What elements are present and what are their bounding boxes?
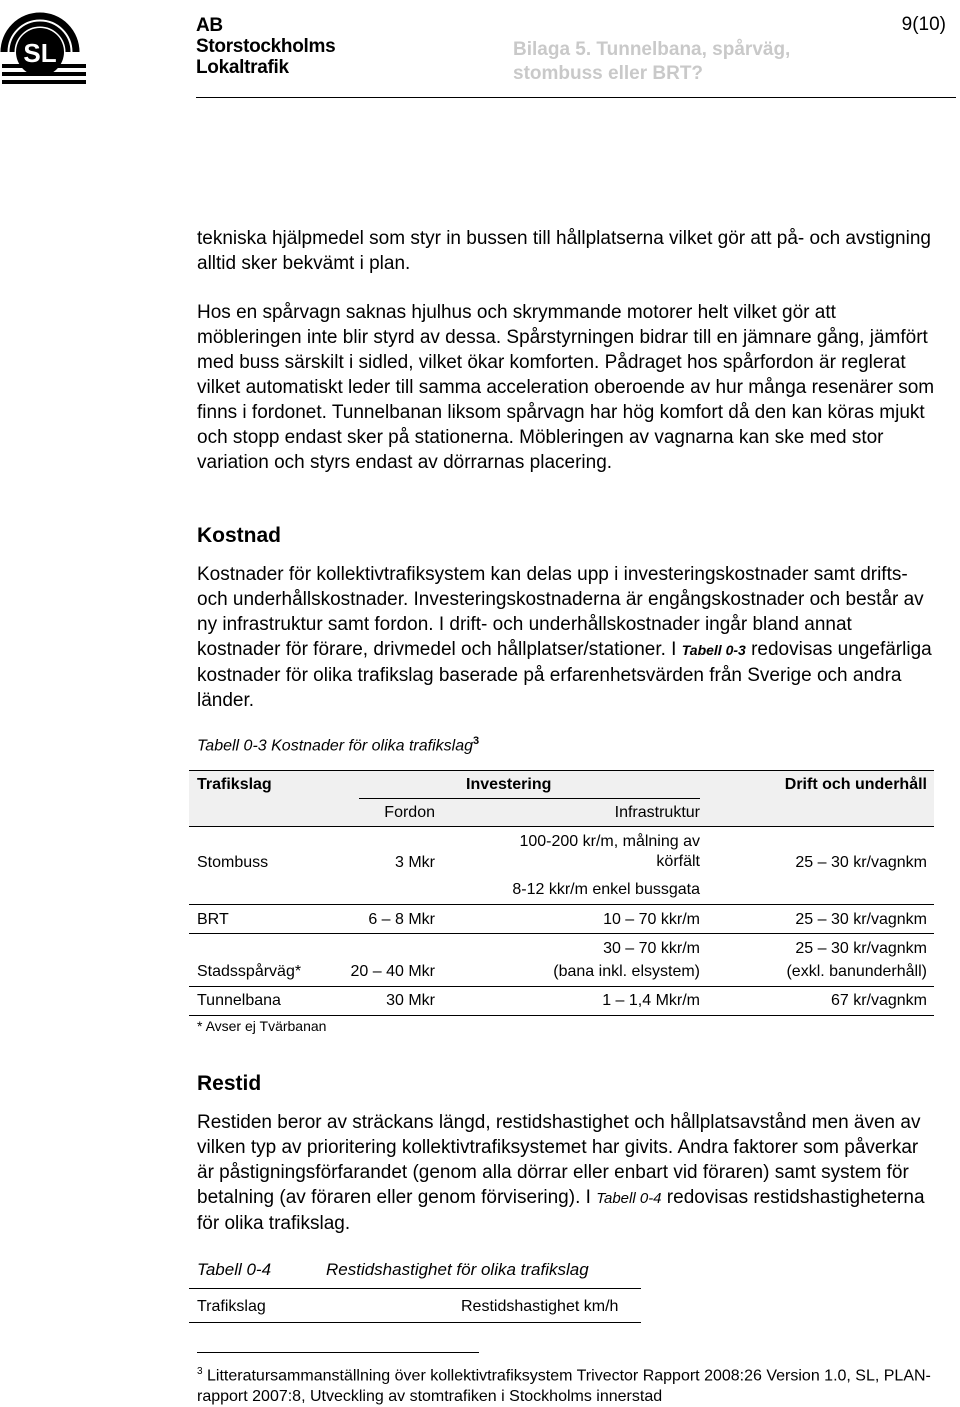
row-stadsspar-name: Stadsspårväg* bbox=[197, 963, 302, 980]
footnote-marker: 3 bbox=[473, 735, 480, 747]
paragraph-kostnad-text-2: redovisas ungefärliga kostnader för olika trafikslag baserade på erfarenhetsvärden från Sverige och andra länder. bbox=[197, 639, 932, 711]
page-number: 9(10) bbox=[901, 14, 946, 35]
row-stombuss-fordon: 3 Mkr bbox=[395, 854, 435, 871]
table-bottom-rule bbox=[189, 1015, 934, 1016]
header-bottom-rule bbox=[189, 826, 934, 827]
row-rule bbox=[189, 986, 934, 987]
header-restidshastighet: Restidshastighet km/h bbox=[461, 1298, 619, 1315]
paragraph-intro: tekniska hjälpmedel som styr in bussen till hållplatserna vilket gör att på- och avstigning alltid sker bekvämt i plan. bbox=[197, 228, 931, 274]
heading-kostnad: Kostnad bbox=[197, 524, 281, 547]
header-bottom-rule bbox=[189, 1322, 641, 1323]
row-stombuss-infra-1: 100-200 kr/m, målning av bbox=[519, 833, 700, 850]
paragraph-kostnad-text-1: Kostnader för kollektivtrafiksystem kan delas upp i investeringskostnader samt drifts- och underhållskostnader. Investeringskostnaderna är engångskostnader och består av ny infrastruktur samt fordon. I drift- och underhållskostnader ingår bland annat kostnader för förare, drivmedel och hållplatser/stationer. I bbox=[197, 564, 924, 660]
paragraph-kostnad bbox=[197, 562, 937, 713]
company-line-1: AB bbox=[196, 15, 223, 36]
footnote-divider bbox=[197, 1352, 479, 1353]
header-trafikslag: Trafikslag bbox=[197, 1298, 266, 1315]
row-brt-name: BRT bbox=[197, 911, 229, 928]
table-reference-0-4[interactable]: Tabell 0-4 bbox=[596, 1190, 662, 1207]
row-brt-infra: 10 – 70 kkr/m bbox=[603, 911, 700, 928]
company-line-3: Lokaltrafik bbox=[196, 57, 289, 78]
table-caption-text: Tabell 0-3 Kostnader för olika trafikslag bbox=[197, 737, 473, 755]
table-footnote: * Avser ej Tvärbanan bbox=[197, 1018, 327, 1034]
header-drift: Drift och underhåll bbox=[784, 776, 927, 793]
footnote bbox=[197, 1361, 937, 1407]
table-caption-0-3 bbox=[197, 735, 479, 755]
row-stadsspar-drift-2: (exkl. banunderhåll) bbox=[786, 963, 927, 980]
header-divider bbox=[196, 97, 956, 98]
sl-logo-text: SL bbox=[23, 38, 57, 68]
company-line-2: Storstockholms bbox=[196, 36, 336, 57]
row-brt-fordon: 6 – 8 Mkr bbox=[368, 911, 435, 928]
table-top-rule bbox=[189, 1288, 641, 1289]
subheader-infrastruktur: Infrastruktur bbox=[614, 804, 700, 821]
sl-logo bbox=[0, 12, 92, 88]
document-title-line-1: Bilaga 5. Tunnelbana, spårväg, bbox=[513, 39, 791, 60]
row-stombuss-infra-3: 8-12 kkr/m enkel bussgata bbox=[512, 881, 700, 898]
paragraph-restid-text-1: Restiden beror av sträckans längd, restidshastighet och hållplatsavstånd men även av vilken typ av prioritering kollektivtrafiksystemet har givits. Andra faktorer som påverkar är påstigningsförfarandet (genom alla dörrar eller enbart vid föraren) samt system för betalning (av föraren eller genom förvisering). I bbox=[197, 1112, 921, 1208]
paragraph-restid-text-2: redovisas restidshastigheterna för olika trafikslag. bbox=[197, 1187, 925, 1234]
row-rule bbox=[189, 904, 934, 905]
document-title bbox=[513, 38, 790, 86]
row-tunnelbana-infra: 1 – 1,4 Mkr/m bbox=[602, 992, 700, 1009]
row-rule bbox=[189, 933, 934, 934]
row-stadsspar-drift-1: 25 – 30 kr/vagnkm bbox=[795, 940, 927, 957]
row-tunnelbana-fordon: 30 Mkr bbox=[386, 992, 435, 1009]
paragraph-restid bbox=[197, 1110, 937, 1236]
table-title-0-4: Restidshastighet för olika trafikslag bbox=[326, 1260, 589, 1279]
row-stombuss-infra-2: körfält bbox=[656, 853, 700, 870]
speed-table bbox=[189, 1288, 641, 1324]
document-title-line-2: stombuss eller BRT? bbox=[513, 63, 704, 84]
subheader-fordon: Fordon bbox=[384, 804, 435, 821]
company-name bbox=[196, 15, 335, 78]
row-brt-drift: 25 – 30 kr/vagnkm bbox=[795, 911, 927, 928]
header-investering: Investering bbox=[466, 776, 552, 793]
row-tunnelbana-name: Tunnelbana bbox=[197, 992, 281, 1009]
row-tunnelbana-drift: 67 kr/vagnkm bbox=[830, 992, 927, 1009]
row-stadsspar-infra-2: (bana inkl. elsystem) bbox=[553, 963, 700, 980]
table-top-rule bbox=[189, 770, 934, 771]
row-stadsspar-infra-1: 30 – 70 kkr/m bbox=[603, 940, 700, 957]
table-label-0-4: Tabell 0-4 bbox=[197, 1260, 272, 1279]
row-stombuss-name: Stombuss bbox=[197, 854, 269, 871]
row-stombuss-drift: 25 – 30 kr/vagnkm bbox=[795, 854, 927, 871]
footnote-text: Litteratursammanställning över kollektivtrafiksystem Trivector Rapport 2008:26 Version 1.0, SL, PLAN-rapport 2007:8, Utveckling av stomtrafiken i Stockholms innerstad bbox=[197, 1367, 931, 1406]
header-trafikslag: Trafikslag bbox=[197, 776, 272, 793]
table-reference-0-3[interactable]: Tabell 0-3 bbox=[681, 642, 746, 658]
row-stadsspar-fordon: 20 – 40 Mkr bbox=[350, 963, 435, 980]
paragraph-comfort: Hos en spårvagn saknas hjulhus och skrymmande motorer helt vilket gör att möbleringen inte blir styrd av dessa. Spårstyrningen bidrar till en jämnare gång, jämfört med buss särskilt i sidled, vilket ökar komforten. Pådraget hos spårfordon är reglerat vilket automatiskt leder till samma acceleration oberoende av hur många resenärer som finns i fordonet. Tunnelbanan liksom spårvagn har hög komfort då den kan köras mjukt och stopp endast sker på stationerna. Möbleringen av vagnarna kan ske med stor variation och styrs endast av dörrarnas placering. bbox=[197, 302, 935, 473]
investering-rule bbox=[359, 798, 700, 799]
heading-restid: Restid bbox=[197, 1072, 262, 1095]
footnote-number: 3 bbox=[197, 1366, 203, 1377]
